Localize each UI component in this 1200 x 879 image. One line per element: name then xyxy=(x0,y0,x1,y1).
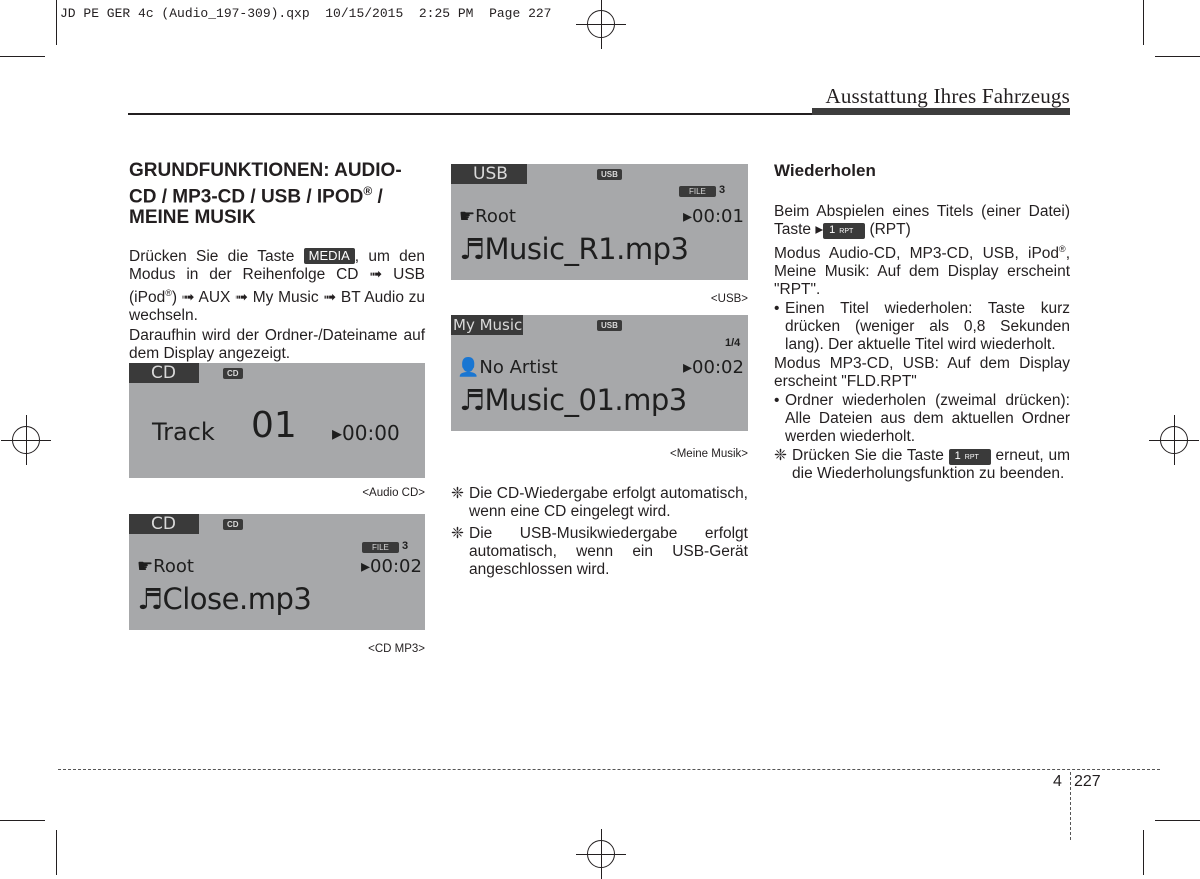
crop-mark xyxy=(1155,820,1200,821)
running-header: Ausstattung Ihres Fahrzeugs xyxy=(825,84,1070,108)
crop-mark xyxy=(1143,830,1144,875)
display-mode: USB xyxy=(451,164,527,184)
crop-mark xyxy=(1143,0,1144,45)
artist-name: 👤No Artist xyxy=(457,357,558,378)
registration-mark-icon xyxy=(1160,426,1188,454)
source-badge: CD xyxy=(223,519,243,530)
play-time: ▸00:00 xyxy=(332,421,400,445)
caption-usb: <USB> xyxy=(710,293,748,305)
display-my-music xyxy=(451,315,748,431)
paragraph-repeat-key: Beim Abspielen eines Titels (einer Datei) Taste ▸ 1 RPT (RPT) xyxy=(774,203,1070,238)
note-mark-icon: ❈ xyxy=(451,525,464,542)
display-usb xyxy=(451,164,748,280)
note-usb-autoplay: ❈ Die USB-Musikwiedergabe erfolgt automatisch, wenn ein USB-Gerät angeschlossen wird. xyxy=(451,525,748,578)
bullet-repeat-track: • Einen Titel wiederholen: Taste kurz drücken (weniger als 0,8 Sekunden lang). Der aktuelle Titel wird wiederholt. xyxy=(774,300,1070,354)
crop-mark xyxy=(0,820,45,821)
crop-mark xyxy=(56,0,57,45)
file-number: 3 xyxy=(719,184,726,196)
rpt-key: 1 RPT xyxy=(949,449,991,465)
chapter-number: 4 xyxy=(1053,773,1062,790)
footer-rule xyxy=(58,769,1160,770)
track-number: 01 xyxy=(251,405,297,446)
file-badge: FILE xyxy=(679,186,716,197)
source-badge: USB xyxy=(597,169,622,180)
display-cd-mp3 xyxy=(129,514,425,630)
column-left xyxy=(129,160,425,363)
display-audio-cd xyxy=(129,363,425,478)
song-title: ♬Close.mp3 xyxy=(137,582,312,616)
bullet-repeat-folder: • Ordner wiederholen (zweimal drücken): Alle Dateien aus dem aktuellen Ordner werden wiederholt. xyxy=(774,392,1070,446)
note-cd-autoplay: ❈ Die CD-Wiedergabe erfolgt automatisch, wenn eine CD eingelegt wird. xyxy=(451,485,748,520)
page-number: 227 xyxy=(1074,773,1101,790)
column-right xyxy=(774,160,1070,487)
notes-column-middle xyxy=(451,485,748,583)
crop-mark xyxy=(0,56,45,57)
registration-mark-icon xyxy=(587,10,615,38)
play-time: ▸00:02 xyxy=(683,357,744,378)
folder-name: ☛Root xyxy=(137,556,194,577)
track-counter: 1/4 xyxy=(725,337,741,349)
note-end-repeat: ❈ Drücken Sie die Taste 1 RPT erneut, um die Wiederholungsfunktion zu beenden. xyxy=(774,447,1071,483)
header-bar xyxy=(812,108,1070,115)
caption-cd-mp3: <CD MP3> xyxy=(368,643,425,655)
paragraph-fld-rpt: Modus MP3-CD, USB: Auf dem Display erscheint "FLD.RPT" xyxy=(774,355,1070,391)
display-mode: CD xyxy=(129,514,199,534)
footer-divider xyxy=(1070,772,1071,840)
media-key: MEDIA xyxy=(304,248,355,264)
registration-mark-icon xyxy=(12,426,40,454)
source-badge: USB xyxy=(597,320,622,331)
section-title: GRUNDFUNKTIONEN: AUDIO-CD / MP3-CD / USB / IPOD® / MEINE MUSIK xyxy=(129,160,402,229)
display-mode: CD xyxy=(129,363,199,383)
registration-mark-icon xyxy=(587,840,615,868)
caption-my-music: <Meine Musik> xyxy=(670,448,748,460)
note-mark-icon: ❈ xyxy=(774,447,787,465)
display-mode: My Music xyxy=(453,316,523,334)
crop-mark xyxy=(56,830,57,875)
play-time: ▸00:02 xyxy=(361,556,422,577)
paragraph-mode-sequence: Drücken Sie die Taste MEDIA , um den Modus in der Reihenfolge CD ➟ USB (iPod®) ➟ AUX ➟ My Music ➟ BT Audio zu wechseln. xyxy=(129,248,425,325)
subheading-repeat: Wiederholen xyxy=(774,161,876,180)
file-number: 3 xyxy=(402,540,409,552)
note-mark-icon: ❈ xyxy=(451,485,464,502)
play-time: ▸00:01 xyxy=(683,206,744,227)
paragraph-folder-display: Daraufhin wird der Ordner-/Dateiname auf dem Display angezeigt. xyxy=(129,327,425,363)
print-info: JD PE GER 4c (Audio_197-309).qxp 10/15/2015 2:25 PM Page 227 xyxy=(60,6,552,21)
rpt-key: 1 RPT xyxy=(823,223,865,239)
track-label: Track xyxy=(152,418,215,446)
crop-mark xyxy=(1155,56,1200,57)
file-badge: FILE xyxy=(362,542,399,553)
song-title: ♬Music_01.mp3 xyxy=(459,383,687,417)
caption-audio-cd: <Audio CD> xyxy=(362,487,425,499)
source-badge: CD xyxy=(223,368,243,379)
song-title: ♬Music_R1.mp3 xyxy=(459,232,689,266)
folder-name: ☛Root xyxy=(459,206,516,227)
paragraph-rpt-modes: Modus Audio-CD, MP3-CD, USB, iPod®, Meine Musik: Auf dem Display erscheint "RPT". xyxy=(774,244,1070,299)
